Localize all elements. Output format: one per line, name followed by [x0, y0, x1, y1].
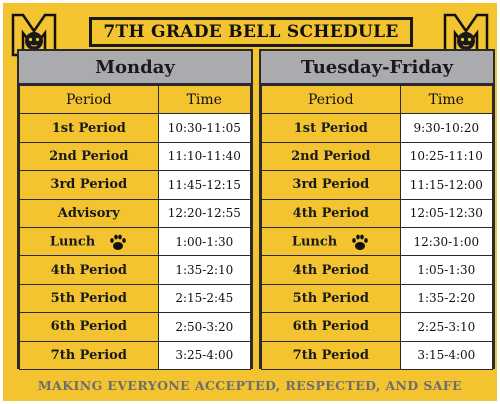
period-cell: 4th Period: [20, 256, 159, 284]
monday-schedule-table: [19, 85, 251, 370]
schedule-title-box: [89, 17, 413, 47]
table-row: [262, 142, 493, 170]
table-row: [262, 341, 493, 369]
tuesday-friday-schedule-panel: [259, 49, 495, 369]
period-cell: 6th Period: [20, 313, 159, 341]
period-cell: 3rd Period: [20, 171, 159, 199]
period-cell: 2nd Period: [20, 142, 159, 170]
table-row: [20, 284, 251, 312]
period-column-header: Period: [262, 86, 401, 114]
table-row: [262, 227, 493, 255]
tuesday-friday-schedule-table: [261, 85, 493, 370]
time-cell: 9:30-10:20: [400, 114, 492, 142]
time-cell: 2:25-3:10: [400, 313, 492, 341]
monday-day-header: Monday: [19, 51, 251, 85]
table-row: [20, 313, 251, 341]
table-row: [20, 114, 251, 142]
table-row: [20, 341, 251, 369]
time-cell: 11:15-12:00: [400, 171, 492, 199]
period-cell: 1st Period: [262, 114, 401, 142]
table-row: [262, 171, 493, 199]
time-cell: 1:05-1:30: [400, 256, 492, 284]
time-cell: 3:15-4:00: [400, 341, 492, 369]
paw-icon: [350, 232, 370, 252]
table-row: [262, 256, 493, 284]
period-cell: 4th Period: [262, 199, 401, 227]
school-motto: MAKING EVERYONE ACCEPTED, RESPECTED, AND SAFE: [37, 377, 463, 393]
time-cell: 12:05-12:30: [400, 199, 492, 227]
table-row: [20, 256, 251, 284]
period-cell: 2nd Period: [262, 142, 401, 170]
table-row: [262, 313, 493, 341]
table-row: [262, 199, 493, 227]
paw-icon: [108, 232, 128, 252]
period-column-header: Period: [20, 86, 159, 114]
time-cell: 3:25-4:00: [158, 341, 250, 369]
period-cell: 4th Period: [262, 256, 401, 284]
time-cell: 12:20-12:55: [158, 199, 250, 227]
time-cell: 1:35-2:20: [400, 284, 492, 312]
time-cell: 11:45-12:15: [158, 171, 250, 199]
table-row: [20, 142, 251, 170]
period-label: Lunch: [49, 234, 96, 250]
time-cell: 2:15-2:45: [158, 284, 250, 312]
lunch-period-cell: [262, 227, 401, 255]
table-row: [262, 284, 493, 312]
time-cell: 1:35-2:10: [158, 256, 250, 284]
time-cell: 10:25-11:10: [400, 142, 492, 170]
table-row: [20, 171, 251, 199]
table-row: [20, 227, 251, 255]
period-cell: 5th Period: [20, 284, 159, 312]
period-cell: 7th Period: [20, 341, 159, 369]
period-label: Lunch: [291, 234, 338, 250]
period-cell: 5th Period: [262, 284, 401, 312]
time-cell: 11:10-11:40: [158, 142, 250, 170]
page-title: 7TH GRADE BELL SCHEDULE: [103, 22, 399, 42]
table-row: [262, 114, 493, 142]
period-cell: 3rd Period: [262, 171, 401, 199]
tuesday-friday-day-header: Tuesday-Friday: [261, 51, 493, 85]
time-cell: 2:50-3:20: [158, 313, 250, 341]
period-cell: Advisory: [20, 199, 159, 227]
period-cell: 6th Period: [262, 313, 401, 341]
time-cell: 10:30-11:05: [158, 114, 250, 142]
time-cell: 12:30-1:00: [400, 227, 492, 255]
table-row: [20, 199, 251, 227]
period-cell: 7th Period: [262, 341, 401, 369]
time-column-header: Time: [158, 86, 250, 114]
time-cell: 1:00-1:30: [158, 227, 250, 255]
table-header-row: [20, 86, 251, 114]
table-header-row: [262, 86, 493, 114]
time-column-header: Time: [400, 86, 492, 114]
lunch-period-cell: [20, 227, 159, 255]
monday-schedule-panel: [17, 49, 253, 369]
period-cell: 1st Period: [20, 114, 159, 142]
